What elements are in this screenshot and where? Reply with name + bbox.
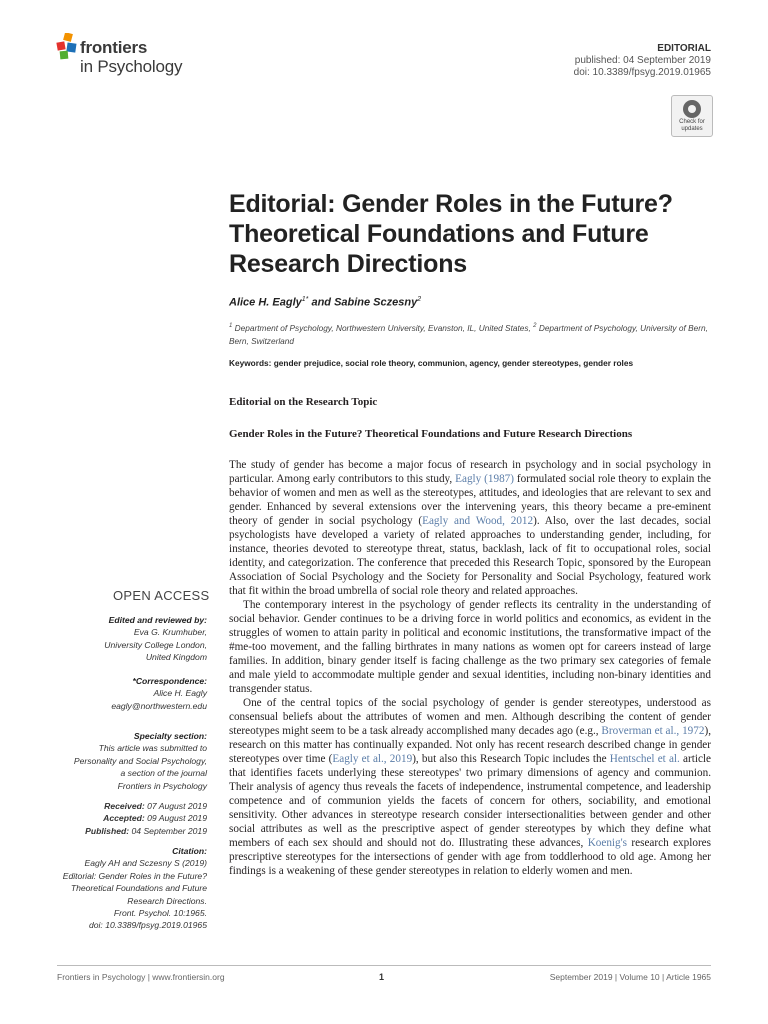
- paragraph: One of the central topics of the social psychology of gender is gender stereotypes, understood as consensual beliefs about the attributes of women and men. Although describing the content of gender stereotypes might seem to be a task already accomplished many decades ago (e.g., Broverman et al., 1972), research on this matter has continually expanded. Not only has recent research described change in gender stereotypes over time (Eagly et al., 2019), but also this Research Topic includes the Hentschel et al. article that identifies facets underlying these stereotypes' two primary dimensions of agency and communion. Their analysis of agency thus reveals the facets of independence, instrumental competence, and leadership competence and of communion yields the facets of concern for others, sociability, and emotional sensitivity. Other advances in stereotype research consider intersectionalities between gender and other social attributes as well as the prescriptive aspect of gender stereotypes by which they define what members of each sex should and should not do. Illustrating these advances, Koenig's research explores prescriptive stereotypes for the intersections of gender with age from toddlerhood to old age. Among her findings is a weakening of these gender stereotypes in relation to elderly women and men.: [229, 697, 711, 877]
- paragraph: The contemporary interest in the psychology of gender reflects its centrality in the understanding of social behavior. Gender continues to be a driving force in world politics and economics, as evident in the struggles of women to attain parity in political and economic institutions, the transformative impact of the #me-too movement, and the falling birthrates in many nations as women opt for careers instead of large families. In addition, binary gender itself is facing challenge as the two primary sex categories of female and male yield to accommodate multiple gender and sexual identities, including non-binary identities and transgender status.: [229, 599, 711, 695]
- author-name[interactable]: Alice H. Eagly: [229, 296, 302, 309]
- author-list: Alice H. Eagly$^{1*}$ and Sabine Sczesny$^2$: [229, 296, 422, 309]
- article-dates: Received: 07 August 2019 Accepted: 09 August 2019 Published: 04 September 2019: [85, 801, 207, 836]
- author-name[interactable]: Sabine Sczesny: [334, 296, 418, 309]
- citation-info: Citation: Eagly AH and Sczesny S (2019) Editorial: Gender Roles in the Future? Theoretical Foundations and Future Research Directions. Front. Psychol. 10:1965. doi: 10.3389/fpsyg.2019.01965: [62, 846, 207, 931]
- footer-issue-info: September 2019 | Volume 10 | Article 1965: [549, 972, 711, 982]
- citation-link[interactable]: Eagly (1987): [455, 473, 514, 485]
- correspondence-info: *Correspondence: Alice H. Eagly eagly@northwestern.edu: [111, 676, 207, 711]
- specialty-section: Specialty section: This article was submitted to Personality and Social Psychology, a section of the journal Frontiers in Psychology: [73, 731, 207, 791]
- journal-logo-line2: in Psychology: [80, 57, 183, 76]
- journal-logo-line1: frontiers: [80, 38, 148, 57]
- footer-journal-link[interactable]: Frontiers in Psychology | www.frontiersin.org: [57, 972, 225, 982]
- check-updates-icon: [683, 100, 701, 118]
- citation-link[interactable]: Koenig's: [587, 837, 627, 849]
- citation-link[interactable]: Eagly et al., 2019: [332, 753, 413, 765]
- article-title: Editorial: Gender Roles in the Future? Theoretical Foundations and Future Research Directions: [229, 190, 673, 278]
- check-updates-label: Check for updates: [679, 119, 705, 132]
- article-meta: [574, 43, 711, 79]
- open-access-label: OPEN ACCESS: [113, 588, 210, 603]
- article-type: EDITORIAL: [657, 43, 711, 54]
- section-heading: Editorial on the Research Topic: [229, 396, 378, 408]
- citation-link[interactable]: Eagly and Wood, 2012: [422, 515, 534, 527]
- paragraph: The study of gender has become a major focus of research in psychology and in social psychology in particular. Among early contributors to this study, Eagly (1987) formulated social role theory to explain the behavior of women and men as well as the stereotypes, attitudes, and ideologies that are relevant to sex and gender. Enhanced by several extensions over the intervening years, this theory became a pre-eminent theory of gender in social psychology (Eagly and Wood, 2012). Also, over the last decades, social psychologists have developed a variety of related approaches to understanding gender, including, for instance, theories devoted to stereotype threat, status, backlash, lack of fit to occupational roles, social identity, and categorization. The conference that preceded this Research Topic, sponsored by the European Association of Social Psychology and the Society for Personality and Social Psychology, featured work that fit within the broad umbrella of social role theory and related approaches.: [229, 459, 711, 597]
- journal-logo[interactable]: [56, 33, 78, 63]
- citation-link[interactable]: Hentschel et al.: [609, 753, 680, 765]
- correspondence-email[interactable]: eagly@northwestern.edu: [111, 700, 207, 711]
- article-doi[interactable]: doi: 10.3389/fpsyg.2019.01965: [573, 67, 711, 78]
- keywords: Keywords: gender prejudice, social role theory, communion, agency, gender stereotypes, gender roles: [229, 358, 634, 368]
- check-for-updates-badge[interactable]: [671, 95, 713, 137]
- footer-divider: [57, 965, 711, 966]
- page-number: 1: [379, 972, 385, 982]
- published-date: published: 04 September 2019: [574, 55, 711, 66]
- editor-info: Edited and reviewed by: Eva G. Krumhuber, University College London, United Kingdom: [104, 615, 207, 663]
- affiliations: $^1$ Department of Psychology, Northwestern University, Evanston, IL, United States, $^2$ Department of Psychology, University of Bern, Bern, Switzerland: [229, 322, 708, 346]
- frontiers-logo-icon: [56, 33, 78, 63]
- research-topic-title[interactable]: Gender Roles in the Future? Theoretical Foundations and Future Research Directions: [229, 428, 633, 440]
- citation-link[interactable]: Broverman et al., 1972: [601, 725, 705, 737]
- article-body: [229, 458, 711, 878]
